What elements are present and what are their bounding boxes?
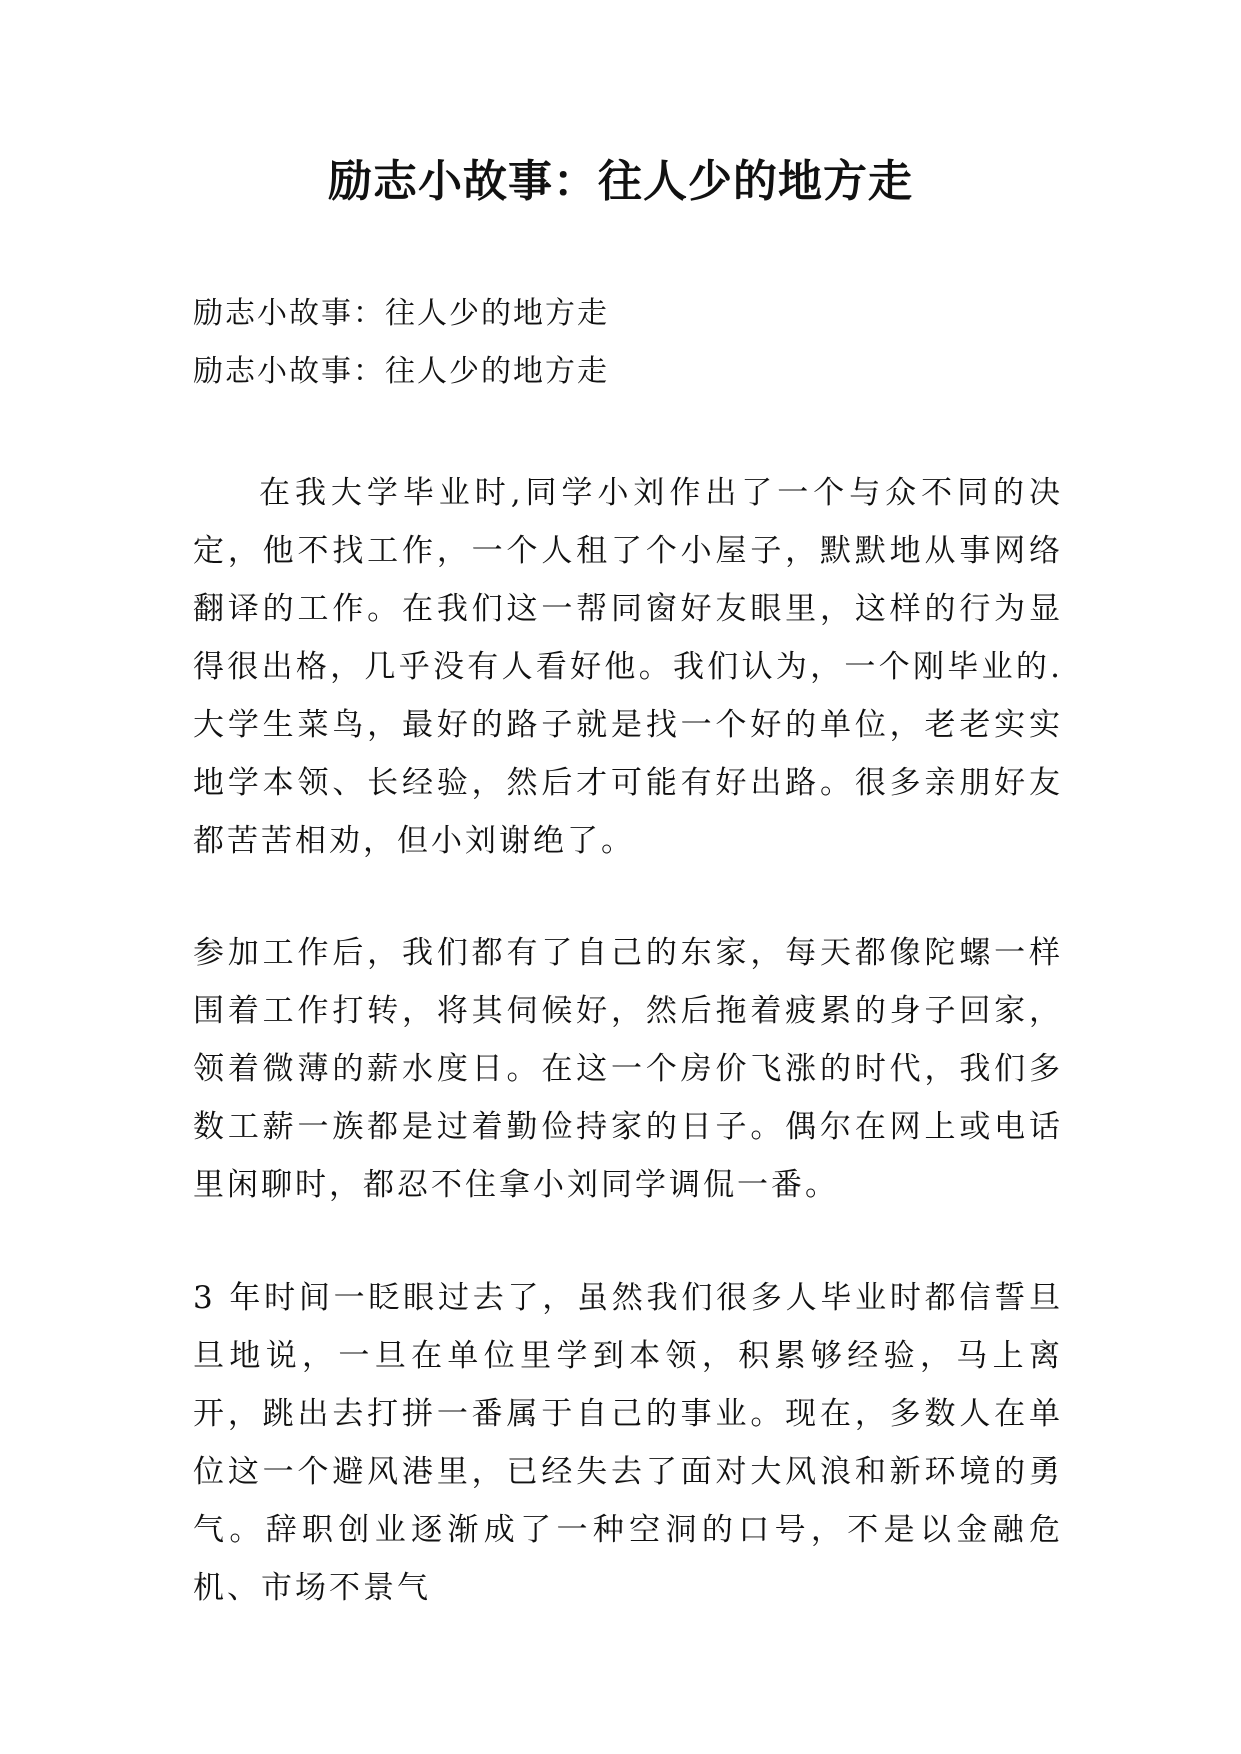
body-paragraph-1: 在我大学毕业时,同学小刘作出了一个与众不同的决定，他不找工作，一个人租了个小屋子，默默地从事网络翻译的工作。在我们这一帮同窗好友眼里，这样的行为显得很出格，几乎没有人看好他。我们认为，一个刚毕业的.大学生菜鸟，最好的路子就是找一个好的单位，老老实实地学本领、长经验，然后才可能有好出路。很多亲朋好友都苦苦相劝，但小刘谢绝了。	[193, 475, 1063, 859]
body-paragraph-2: 参加工作后，我们都有了自己的东家，每天都像陀螺一样围着工作打转，将其伺候好，然后拖着疲累的身子回家，领着微薄的薪水度日。在这一个房价飞涨的时代，我们多数工薪一族都是过着勤俭持家的日子。偶尔在网上或电话里闲聊时，都忍不住拿小刘同学调侃一番。	[193, 935, 1063, 1203]
subtitle-line-1: 励志小故事：往人少的地方走	[193, 296, 609, 331]
subtitle-line-2: 励志小故事：往人少的地方走	[193, 354, 609, 389]
document-title: 励志小故事：往人少的地方走	[328, 156, 913, 207]
body-paragraph-3: 3 年时间一眨眼过去了，虽然我们很多人毕业时都信誓旦旦地说，一旦在单位里学到本领，积累够经验，马上离开，跳出去打拼一番属于自己的事业。现在，多数人在单位这一个避风港里，已经失去了面对大风浪和新环境的勇气。辞职创业逐渐成了一种空洞的口号，不是以金融危机、市场不景气	[193, 1280, 1063, 1606]
